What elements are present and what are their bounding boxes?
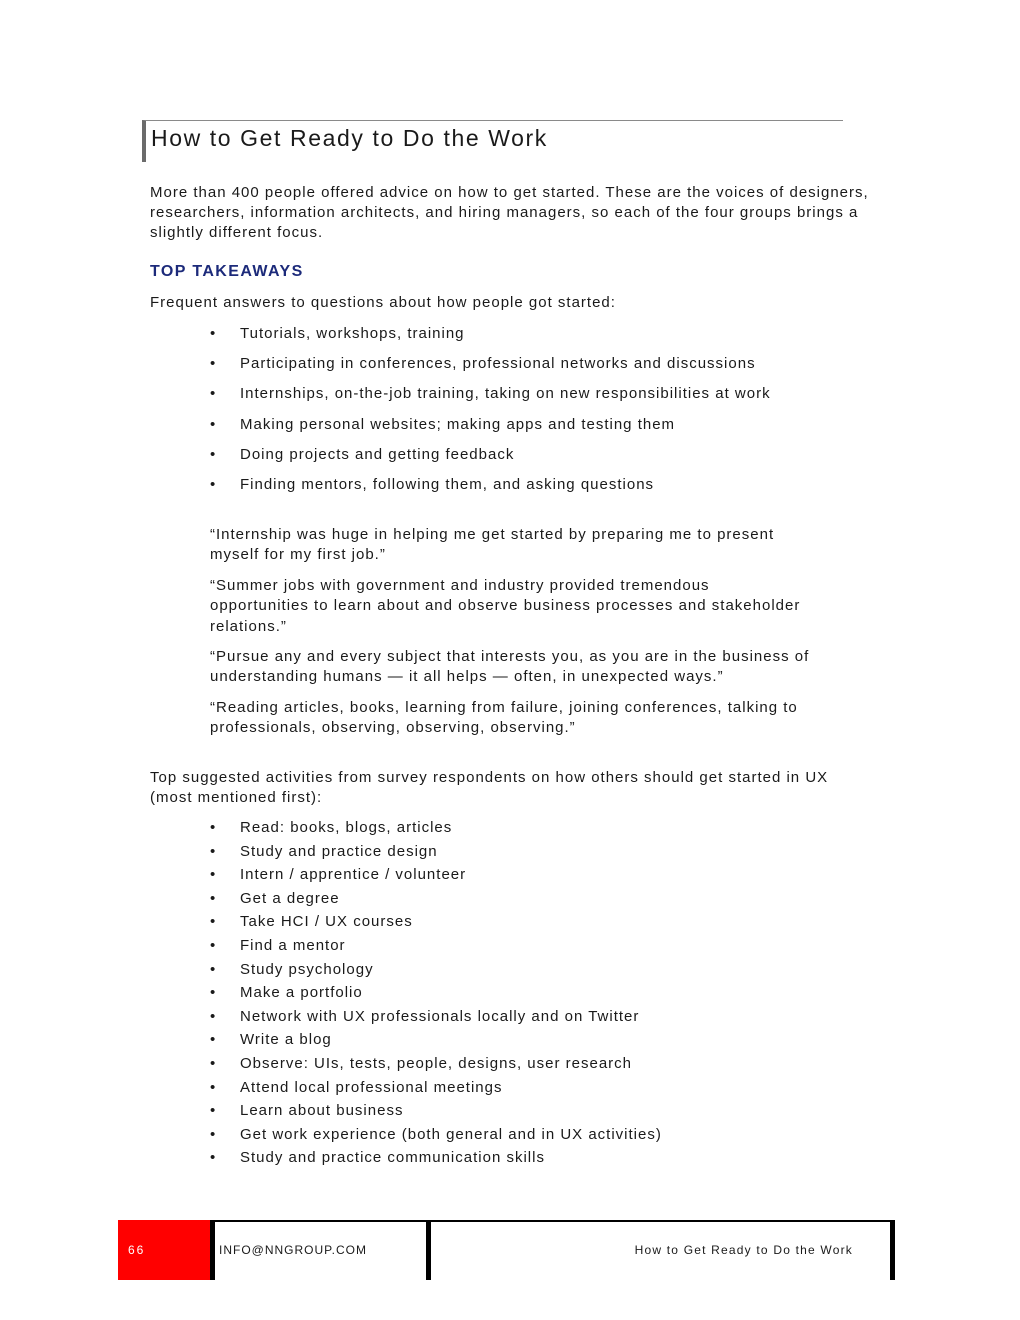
- footer-separator: [890, 1220, 895, 1280]
- bullet-icon: •: [210, 1125, 217, 1143]
- quote: “Summer jobs with government and industry provided tremendous opportunities to learn about and observe business processes and stakeholder relations.”: [210, 576, 801, 635]
- section-heading: TOP TAKEAWAYS: [150, 263, 304, 280]
- list-item-text: Make a portfolio: [240, 984, 363, 1002]
- list-item: [210, 445, 870, 475]
- list-item-text: Get work experience (both general and in UX activities): [240, 1125, 662, 1143]
- frequent-answers-lead: Frequent answers to questions about how people got started:: [150, 294, 616, 311]
- list-item-text: Internships, on-the-job training, taking on new responsibilities at work: [240, 385, 771, 403]
- list-item: [210, 818, 870, 842]
- bullet-icon: •: [210, 936, 217, 954]
- page-title: How to Get Ready to Do the Work: [151, 125, 548, 151]
- footer-divider: [118, 1220, 895, 1222]
- suggested-activities-list: [210, 818, 870, 1172]
- bullet-icon: •: [210, 819, 217, 836]
- intro-paragraph: More than 400 people offered advice on how to get started. These are the voices of designers, researchers, information architects, and hiring managers, so each of the four groups brings a slightly different focus.: [150, 184, 869, 241]
- footer-separator: [210, 1220, 215, 1280]
- bullet-icon: •: [210, 889, 217, 907]
- list-item: [210, 1101, 870, 1125]
- bullet-icon: •: [210, 325, 217, 342]
- list-item: [210, 1054, 870, 1078]
- list-item: [210, 889, 870, 913]
- list-item: [210, 983, 870, 1007]
- bullet-icon: •: [210, 475, 217, 493]
- list-item-text: Study psychology: [240, 960, 374, 978]
- list-item: [210, 960, 870, 984]
- list-item: [210, 936, 870, 960]
- list-item-text: Learn about business: [240, 1102, 404, 1120]
- list-item: [210, 1007, 870, 1031]
- page-title-block: [142, 120, 843, 162]
- list-item-text: Observe: UIs, tests, people, designs, user research: [240, 1054, 632, 1072]
- bullet-icon: •: [210, 984, 217, 1002]
- suggested-activities-lead: Top suggested activities from survey respondents on how others should get started in UX (most mentioned first):: [150, 769, 829, 806]
- bullet-icon: •: [210, 1078, 217, 1096]
- frequent-answers-list: [210, 324, 870, 505]
- list-item: [210, 912, 870, 936]
- list-item-text: Finding mentors, following them, and asking questions: [240, 475, 655, 493]
- list-item-text: Attend local professional meetings: [240, 1078, 503, 1096]
- list-item-text: Study and practice design: [240, 842, 438, 860]
- bullet-icon: •: [210, 415, 217, 433]
- list-item-text: Network with UX professionals locally and on Twitter: [240, 1007, 640, 1025]
- list-item-text: Write a blog: [240, 1031, 332, 1049]
- bullet-icon: •: [210, 385, 217, 403]
- bullet-icon: •: [210, 913, 217, 931]
- list-item: [210, 865, 870, 889]
- page-footer: [118, 1220, 895, 1280]
- quotes-block: [210, 525, 810, 749]
- bullet-icon: •: [210, 355, 217, 373]
- quote: “Internship was huge in helping me get started by preparing me to present myself for my first job.”: [210, 526, 775, 564]
- bullet-icon: •: [210, 1031, 217, 1049]
- list-item-text: Study and practice communication skills: [240, 1149, 545, 1167]
- footer-separator: [426, 1220, 431, 1280]
- list-item: [210, 324, 870, 354]
- quote: “Pursue any and every subject that interests you, as you are in the business of understanding humans — it all helps — often, in unexpected ways.”: [210, 648, 810, 686]
- bullet-icon: •: [210, 842, 217, 860]
- bullet-icon: •: [210, 1149, 217, 1167]
- list-item-text: Intern / apprentice / volunteer: [240, 866, 467, 884]
- list-item: [210, 1125, 870, 1149]
- footer-email: INFO@NNGROUP.COM: [219, 1243, 367, 1257]
- list-item-text: Read: books, blogs, articles: [240, 819, 453, 836]
- list-item-text: Doing projects and getting feedback: [240, 445, 515, 463]
- list-item-text: Participating in conferences, professional networks and discussions: [240, 355, 756, 373]
- page-number: 66: [128, 1243, 146, 1257]
- footer-page-box: [118, 1220, 210, 1280]
- bullet-icon: •: [210, 960, 217, 978]
- list-item-text: Take HCI / UX courses: [240, 913, 413, 931]
- list-item: [210, 1030, 870, 1054]
- bullet-icon: •: [210, 1102, 217, 1120]
- list-item: [210, 354, 870, 384]
- list-item: [210, 842, 870, 866]
- list-item-text: Making personal websites; making apps and testing them: [240, 415, 676, 433]
- list-item: [210, 475, 870, 505]
- list-item: [210, 415, 870, 445]
- list-item: [210, 1078, 870, 1102]
- list-item: [210, 1148, 870, 1172]
- footer-running-title: How to Get Ready to Do the Work: [634, 1243, 853, 1257]
- list-item-text: Find a mentor: [240, 936, 346, 954]
- list-item-text: Tutorials, workshops, training: [240, 325, 465, 342]
- bullet-icon: •: [210, 1007, 217, 1025]
- list-item: [210, 384, 870, 414]
- bullet-icon: •: [210, 866, 217, 884]
- list-item-text: Get a degree: [240, 889, 340, 907]
- bullet-icon: •: [210, 1054, 217, 1072]
- bullet-icon: •: [210, 445, 217, 463]
- quote: “Reading articles, books, learning from failure, joining conferences, talking to professionals, observing, observing, observing.”: [210, 698, 798, 737]
